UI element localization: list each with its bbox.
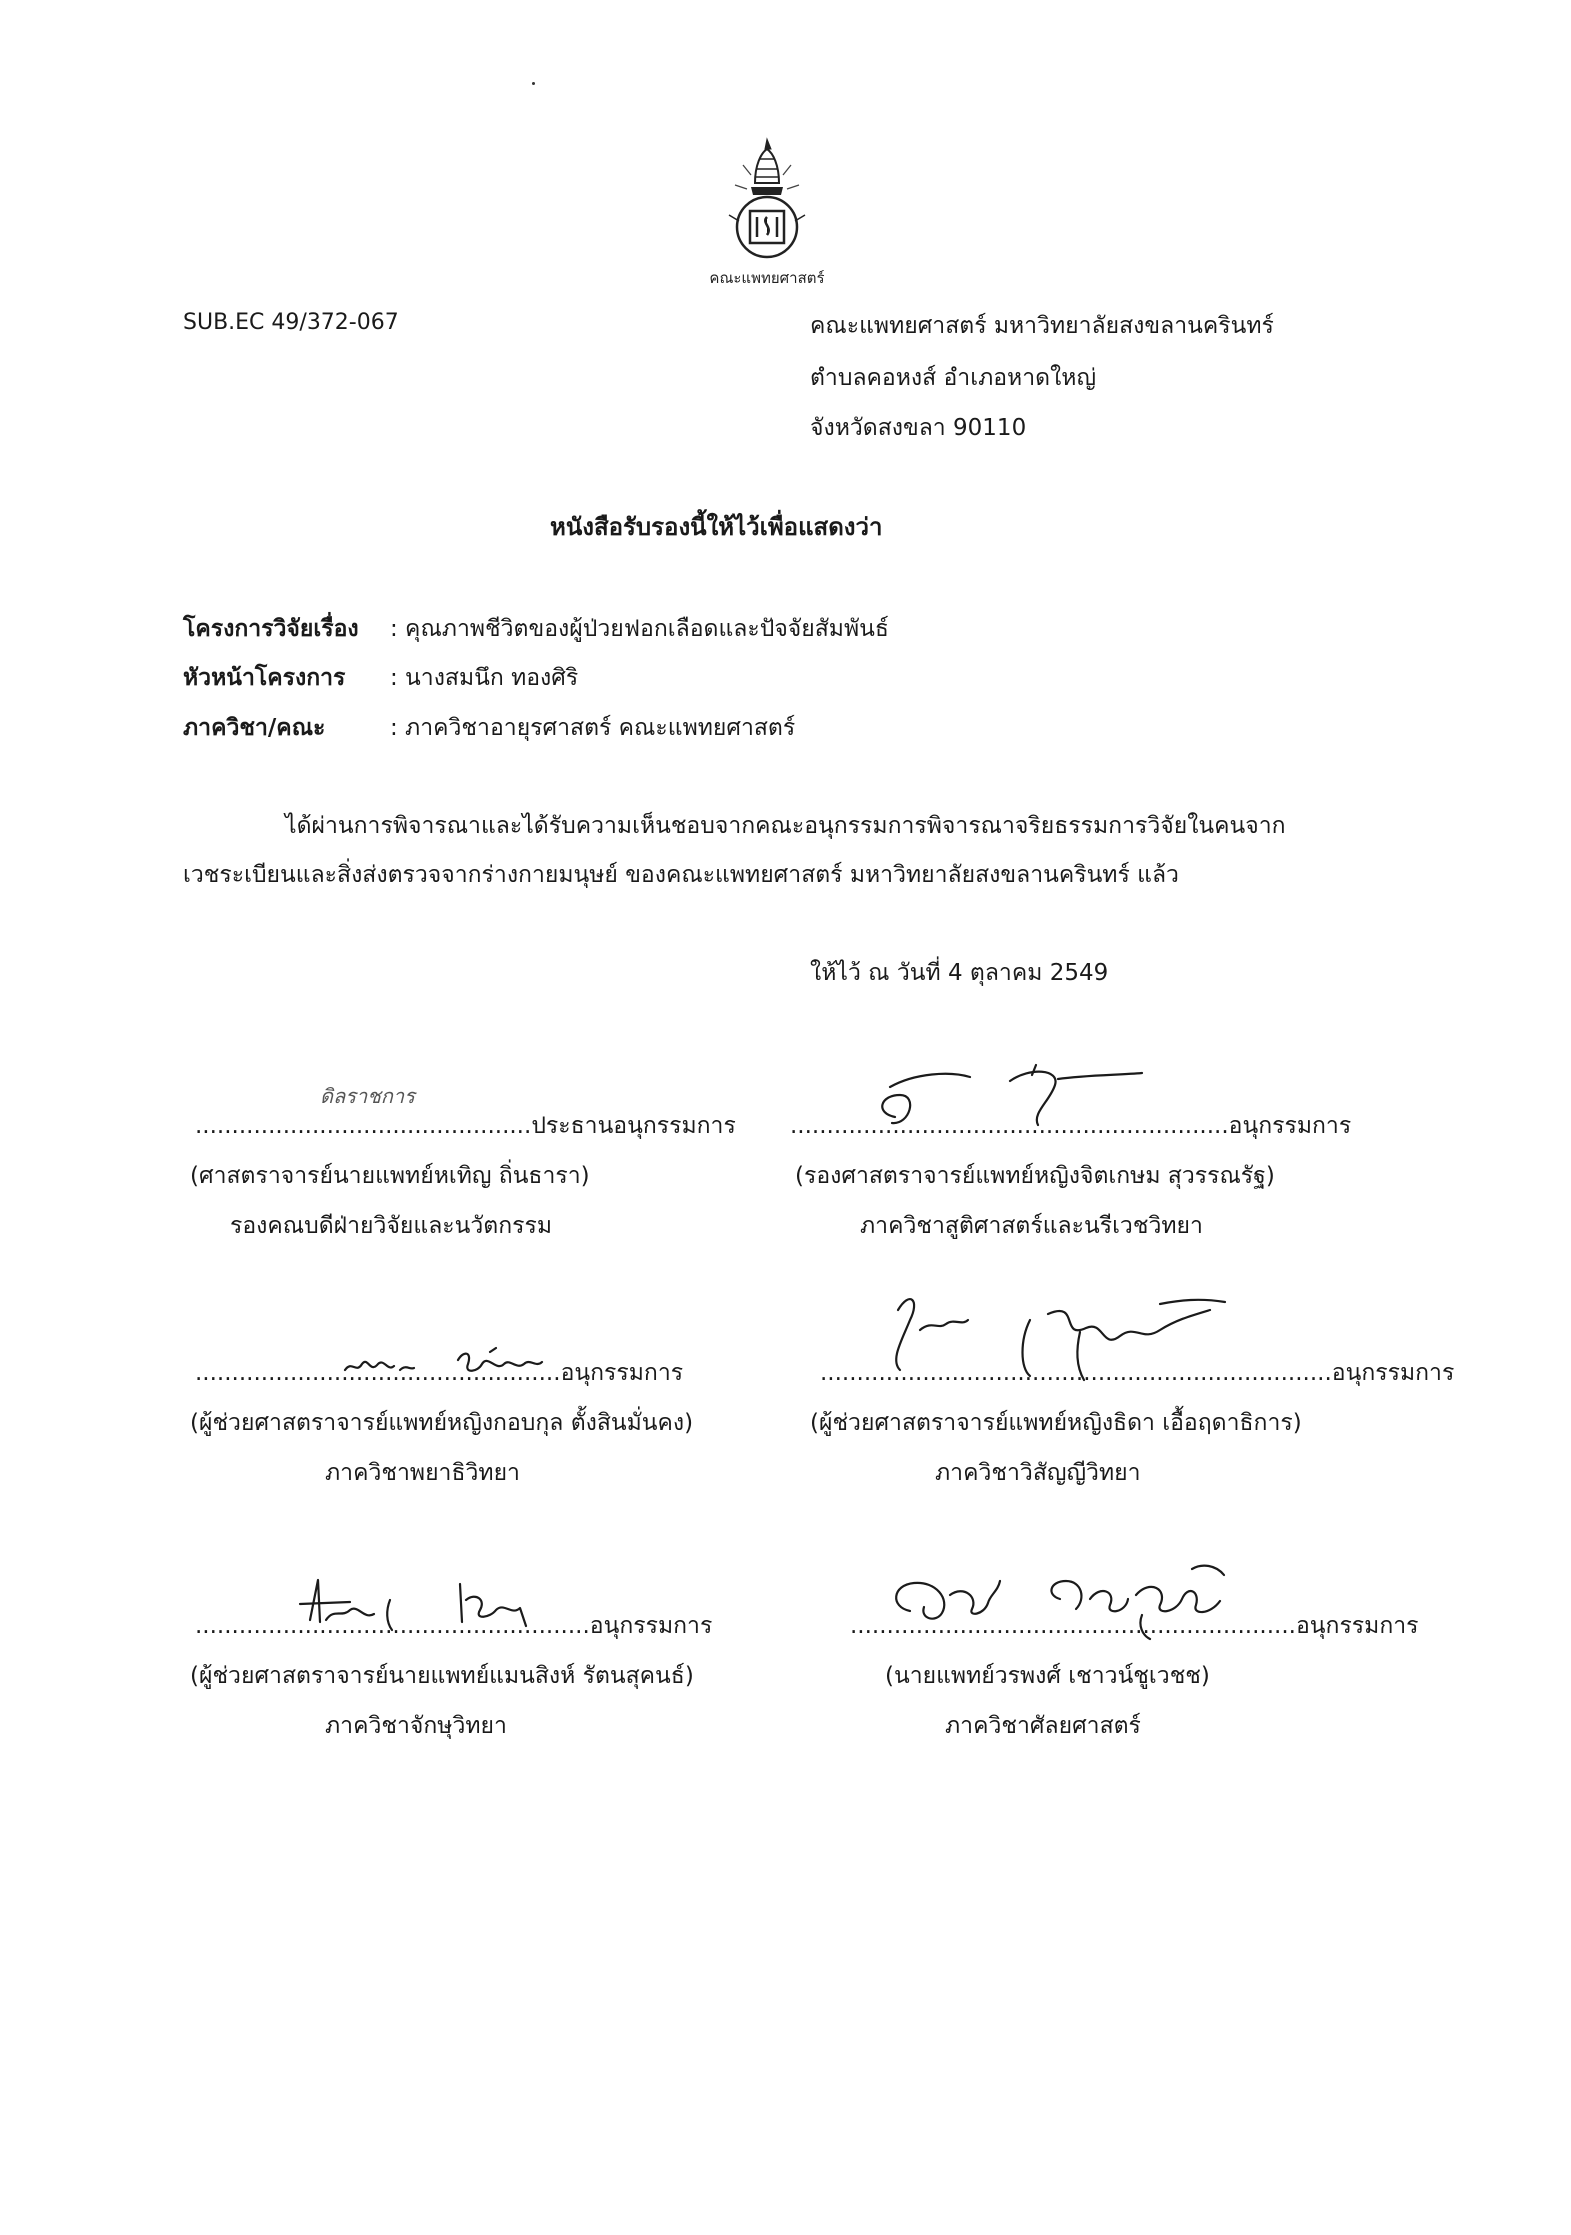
signatory-role: อนุกรรมการ xyxy=(589,1613,713,1639)
signatory-role: อนุกรรมการ xyxy=(1228,1113,1352,1139)
certificate-heading: หนังสือรับรองนี้ให้ไว้เพื่อแสดงว่า xyxy=(550,513,883,541)
signatory-role: อนุกรรมการ xyxy=(1331,1360,1455,1386)
signature-dots: ............................................................ xyxy=(790,1113,1229,1139)
signatory-role: อนุกรรมการ xyxy=(1295,1613,1419,1639)
signatory-role: อนุกรรมการ xyxy=(560,1360,684,1386)
svg-text:คณะแพทยศาสตร์: คณะแพทยศาสตร์ xyxy=(709,269,825,287)
signatory-5-name: (ผู้ช่วยศาสตราจารย์นายแพทย์แมนสิงห์ รัตนสุคนธ์) xyxy=(190,1663,694,1689)
body-line-1: ได้ผ่านการพิจารณาและได้รับความเห็นชอบจากคณะอนุกรรมการพิจารณาจริยธรรมการวิจัยในคนจาก xyxy=(285,813,1286,839)
signatory-4-line xyxy=(820,1355,1454,1391)
field-value-project-leader: : นางสมนึก ทองศิริ xyxy=(390,665,579,691)
signatory-6-line xyxy=(850,1608,1419,1644)
signatory-6-position: ภาควิชาศัลยศาสตร์ xyxy=(945,1713,1141,1739)
faculty-seal-icon xyxy=(695,135,840,290)
signatory-3-line xyxy=(195,1355,683,1391)
signatory-2-line xyxy=(790,1108,1351,1144)
body-line-2: เวชระเบียนและสิ่งส่งตรวจจากร่างกายมนุษย์ ของคณะแพทยศาสตร์ มหาวิทยาลัยสงขลานครินทร์ แล้ว xyxy=(183,862,1179,888)
signatory-1-line xyxy=(195,1108,736,1144)
stray-mark xyxy=(532,82,535,85)
field-value-department: : ภาควิชาอายุรศาสตร์ คณะแพทยศาสตร์ xyxy=(390,715,796,741)
address-line-1: คณะแพทยศาสตร์ มหาวิทยาลัยสงขลานครินทร์ xyxy=(810,313,1274,339)
reference-number: SUB.EC 49/372-067 xyxy=(183,310,399,335)
field-label-department: ภาควิชา/คณะ xyxy=(183,715,326,741)
signatory-5-position: ภาควิชาจักษุวิทยา xyxy=(325,1713,507,1739)
field-label-project-title: โครงการวิจัยเรื่อง xyxy=(183,616,359,642)
issued-date: ให้ไว้ ณ วันที่ 4 ตุลาคม 2549 xyxy=(810,960,1109,986)
signatory-2-name: (รองศาสตราจารย์แพทย์หญิงจิตเกษม สุวรรณรัฐ) xyxy=(795,1163,1275,1189)
signatory-1-position: รองคณบดีฝ่ายวิจัยและนวัตกรรม xyxy=(230,1213,553,1239)
signature-dots: .................................................. xyxy=(195,1360,561,1386)
signatory-role: ประธานอนุกรรมการ xyxy=(531,1113,736,1139)
signature-dots: ...................................................... xyxy=(195,1613,590,1639)
signatory-3-name: (ผู้ช่วยศาสตราจารย์แพทย์หญิงกอบกุล ตั้งสินมั่นคง) xyxy=(190,1410,694,1436)
signature-1-handwritten: ดิลราชการ xyxy=(320,1084,415,1108)
signatory-5-line xyxy=(195,1608,712,1644)
field-value-project-title: : คุณภาพชีวิตของผู้ป่วยฟอกเลือดและปัจจัยสัมพันธ์ xyxy=(390,616,889,642)
signatory-4-position: ภาควิชาวิสัญญีวิทยา xyxy=(935,1460,1141,1486)
signatory-1-name: (ศาสตราจารย์นายแพทย์หเทิญ ถิ่นธารา) xyxy=(190,1163,590,1189)
signatory-2-position: ภาควิชาสูติศาสตร์และนรีเวชวิทยา xyxy=(860,1213,1203,1239)
address-line-2: ตำบลคอหงส์ อำเภอหาดใหญ่ xyxy=(810,365,1097,391)
address-line-3: จังหวัดสงขลา 90110 xyxy=(810,415,1027,441)
signature-dots: ............................................................. xyxy=(850,1613,1296,1639)
signature-dots: ...................................................................... xyxy=(820,1360,1332,1386)
signatory-6-name: (นายแพทย์วรพงศ์ เชาวน์ชูเวชช) xyxy=(885,1663,1210,1689)
signatory-4-name: (ผู้ช่วยศาสตราจารย์แพทย์หญิงธิดา เอื้อฤดาธิการ) xyxy=(810,1410,1302,1436)
signature-dots: .............................................. xyxy=(195,1113,532,1139)
signatory-3-position: ภาควิชาพยาธิวิทยา xyxy=(325,1460,520,1486)
field-label-project-leader: หัวหน้าโครงการ xyxy=(183,665,346,691)
